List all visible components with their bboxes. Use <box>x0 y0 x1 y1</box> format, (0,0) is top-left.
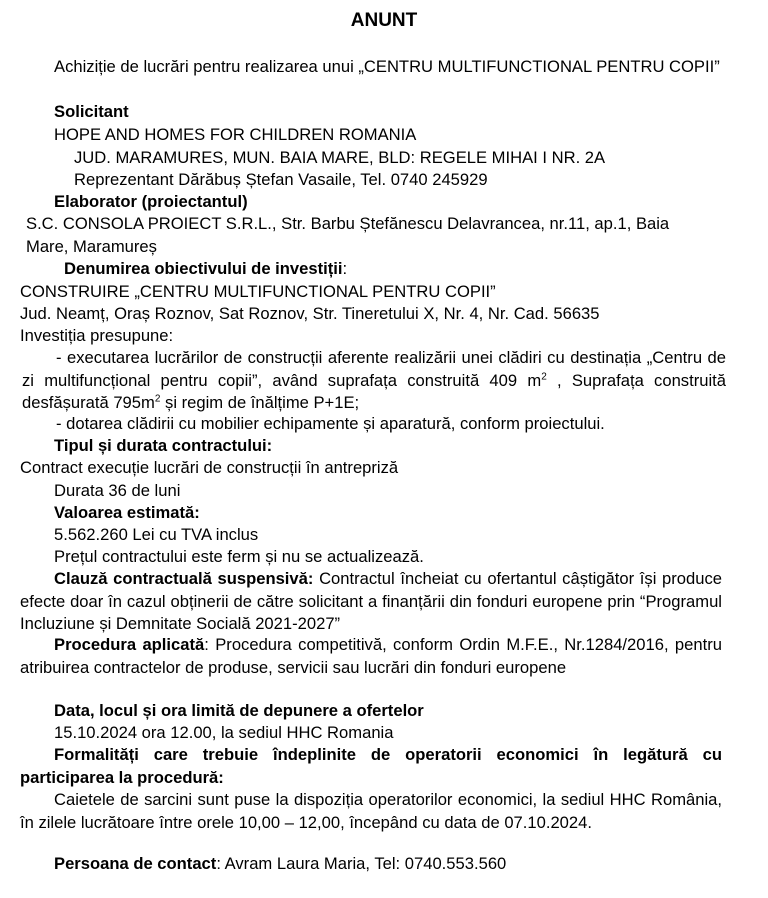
obiectiv-item-2: - dotarea clădirii cu mobilier echipamente și aparatură, conform proiectului. <box>56 414 605 433</box>
obiectiv-heading-line <box>64 258 766 281</box>
obiectiv-item-1-part-c: și regim de înălțime P+1E; <box>160 393 360 413</box>
solicitant-heading: Solicitant <box>54 102 129 121</box>
obiectiv-heading: Denumirea obiectivului de investiții <box>64 259 343 278</box>
obiectiv-name: CONSTRUIRE „CENTRU MULTIFUNCTIONAL PENTRU COPII” <box>20 282 496 301</box>
solicitant-representative: Reprezentant Dărăbuș Ștefan Vasaile, Tel. 0740 245929 <box>74 170 488 189</box>
intro-text: Achiziție de lucrări pentru realizarea unui „CENTRU MULTIFUNCTIONAL PENTRU COPII” <box>54 57 720 76</box>
clauza-paragraph <box>20 568 722 636</box>
solicitant-address: JUD. MARAMURES, MUN. BAIA MARE, BLD: REGELE MIHAI I NR. 2A <box>74 148 606 167</box>
data-heading: Data, locul și ora limită de depunere a ofertelor <box>54 701 424 720</box>
formalitati-heading: Formalități care trebuie îndeplinite de operatorii economici în legătură cu participarea la procedură: <box>20 745 722 787</box>
tip-durata: Durata 36 de luni <box>54 481 181 500</box>
valoare-amount: 5.562.260 Lei cu TVA inclus <box>54 525 259 544</box>
tip-heading: Tipul și durata contractului: <box>54 436 273 455</box>
page-title: ANUNT <box>350 10 418 31</box>
procedura-paragraph <box>20 634 722 679</box>
formalitati-text: Caietele de sarcini sunt puse la dispoziția operatorilor economici, la sediul HHC România, în zilele lucrătoare între orele 10,00 – 12,00, începând cu data de 07.10.2024. <box>20 790 722 832</box>
solicitant-name: HOPE AND HOMES FOR CHILDREN ROMANIA <box>54 125 417 144</box>
valoare-note: Prețul contractului este ferm și nu se actualizează. <box>54 547 424 566</box>
obiectiv-presupune: Investiția presupune: <box>20 326 174 345</box>
contact-text: : Avram Laura Maria, Tel: 0740.553.560 <box>216 854 507 873</box>
superscript: 2 <box>154 393 161 405</box>
clauza-text: Contractul încheiat cu ofertantul câștigător își produce efecte doar în cazul obținerii de către solicitant a finanțării din fonduri europene prin “Programul Incluziune și Demnitate Socială 2021-2027” <box>20 569 723 634</box>
procedura-heading: Procedura aplicată <box>54 635 205 654</box>
data-text: 15.10.2024 ora 12.00, la sediul HHC Romania <box>54 723 394 742</box>
procedura-text: : Procedura competitivă, conform Ordin M.F.E., Nr.1284/2016, pentru atribuirea contractelor de produse, servicii sau lucrări din fonduri europene <box>20 635 722 677</box>
valoare-heading: Valoarea estimată: <box>54 503 200 522</box>
obiectiv-colon: : <box>342 259 348 278</box>
superscript: 2 <box>541 371 547 383</box>
obiectiv-location: Jud. Neamț, Oraș Roznov, Sat Roznov, Str. Tineretului X, Nr. 4, Nr. Cad. 56635 <box>20 304 600 323</box>
contact-heading: Persoana de contact <box>54 854 217 873</box>
elaborator-heading: Elaborator (proiectantul) <box>54 192 248 211</box>
obiectiv-item-1-part-b: , Suprafața construită desfășurată 795m <box>22 370 726 413</box>
contact-line <box>20 853 722 876</box>
clauza-heading: Clauză contractuală suspensivă: <box>54 569 314 588</box>
tip-text: Contract execuție lucrări de construcții în antrepriză <box>20 458 399 477</box>
elaborator-text: S.C. CONSOLA PROIECT S.R.L., Str. Barbu Ștefănescu Delavrancea, nr.11, ap.1, Baia Mare, Maramureș <box>26 214 670 256</box>
obiectiv-item-1 <box>22 347 726 415</box>
obiectiv-item-1-part-a: - executarea lucrărilor de construcții aferente realizării unei clădiri cu destinația „Centru de zi multifuncțional pentru copii”, având suprafața construită 409 m <box>22 348 726 390</box>
